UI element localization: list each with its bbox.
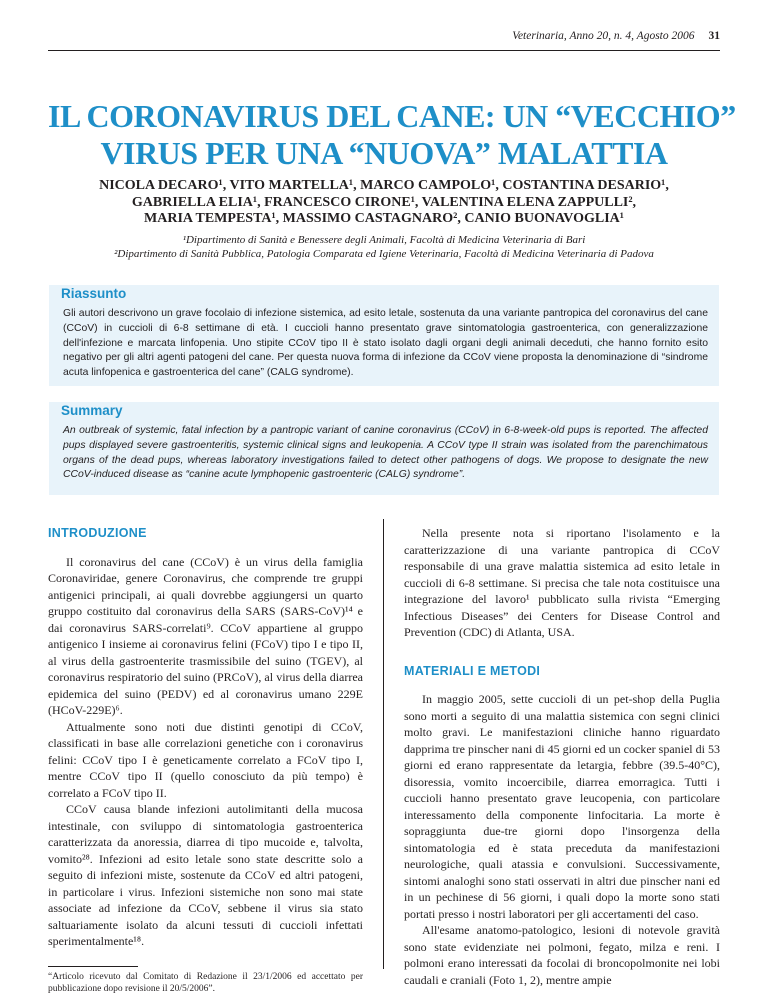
- affiliations: [48, 233, 720, 261]
- running-head: [0, 30, 720, 42]
- summary-text: An outbreak of systemic, fatal infection by a pantropic variant of canine coronavirus (CCoV) in 6-8-week-old pups is reported. The affected pups displayed severe gastroenteritis, systemic clinical signs and leukopenia. A CCoV type II strain was isolated from the parenchimatous organs of the dead pups, whereas laboratory investigations failed to detect other pathogens of dogs. We propose to designate the new CCoV-induced disease as “canine acute lymphopenic gastroenteric (CALG) syndrome”.: [63, 425, 708, 481]
- intro-note-paragraph: Nella presente nota si riportano l'isolamento e la caratterizzazione di una variante pantropica di CCoV responsabile di una grave malattia sistemica ad esito letale in cuccioli di 6-8 settimane. Si precisa che tale nota costituisce una integrazione del lavoro¹ pubblicato sulla rivista “Emerging Infectious Diseases” dei Centers for Disease Control and Prevention (CDC) di Atlanta, USA.: [404, 526, 720, 639]
- affiliation-2: ²Dipartimento di Sanità Pubblica, Patologia Comparata ed Igiene Veterinaria, Facoltà di Medicina Veterinaria di Padova: [114, 248, 654, 260]
- footnote: “Articolo ricevuto dal Comitato di Redazione il 23/1/2006 ed accettato per pubblicazione dopo revisione il 20/5/2006”.: [48, 971, 363, 994]
- authors-line-3: MARIA TEMPESTA¹, MASSIMO CASTAGNARO², CANIO BUONAVOGLIA¹: [144, 211, 624, 226]
- riassunto-box: [49, 285, 719, 386]
- introduzione-paragraph-3: CCoV causa blande infezioni autolimitanti della mucosa intestinale, con sviluppo di sintomatologia gastroenterica caratterizzata da anoressia, diarrea di tipo mucoide e, talvolta, vomito²⁸. Infezioni ad esito letale sono state descritte solo a seguito di infezioni miste, sostenute da CCoV ed altri patogeni, in particolare i virus. Infezioni sistemiche non sono mai state associate ad infezione da CCoV, sebbene il virus sia stato saltuariamente isolato da alcuni tessuti di cuccioli infettati sperimentalmente¹⁸.: [48, 802, 363, 948]
- introduzione-paragraph-2: Attualmente sono noti due distinti genotipi di CCoV, classificati in base alle correlazioni genetiche con i coronavirus felini: CCoV tipo I è geneticamente correlato a FCoV tipo I, mentre CCoV tipo II (quello conosciuto da più tempo) è correlato a FCoV tipo II.: [48, 719, 363, 800]
- authors-line-2: GABRIELLA ELIA¹, FRANCESCO CIRONE¹, VALENTINA ELENA ZAPPULLI²,: [131, 194, 637, 210]
- introduzione-heading: INTRODUZIONE: [48, 526, 147, 540]
- authors-line-1: NICOLA DECARO¹, VITO MARTELLA¹, MARCO CAMPOLO¹, COSTANTINA DESARIO¹,: [99, 178, 669, 193]
- materiali-paragraph-2: All'esame anatomo-patologico, lesioni di notevole gravità sono state evidenziate nei polmoni, fegato, milza e reni. I polmoni erano interessati da focolai di broncopolmonite nei lobi caudali e craniali (Foto 1, 2), mentre ampie: [404, 923, 720, 987]
- author-list: [48, 178, 720, 228]
- left-column: [48, 525, 363, 994]
- header-rule: [48, 50, 720, 51]
- footnote-rule: [48, 966, 138, 967]
- summary-box: [49, 402, 719, 495]
- materiali-heading: MATERIALI E METODI: [404, 663, 541, 678]
- summary-heading: Summary: [61, 403, 123, 418]
- column-divider: [383, 519, 384, 969]
- riassunto-text: Gli autori descrivono un grave focolaio di infezione sistemica, ad esito letale, sostenuta da una variante pantropica del coronavirus del cane (CCoV) in cuccioli di 6-8 settimane di età. I cuccioli hanno presentato grave sintomatologia gastroenterica, con generalizzazione dell'infezione e marcata linfopenia. Uno stipite CCoV tipo II è stato isolato dagli organi degli animali deceduti, che hanno fornito esito negativo per gli altri agenti patogeni del cane. Per questa nuova forma di infezione da CCoV viene proposta la denominazione di “sindrome acuta linfopenica e gastroenterica del cane” (CALG syndrome).: [63, 308, 708, 379]
- page-number: 31: [708, 30, 720, 42]
- right-column: [404, 525, 720, 988]
- journal-citation: Veterinaria, Anno 20, n. 4, Agosto 2006: [512, 30, 695, 42]
- introduzione-paragraph-1: Il coronavirus del cane (CCoV) è un virus della famiglia Coronaviridae, genere Coronavirus, che comprende tre gruppi antigenici principali, ai quali dovrebbe aggiungersi un quarto gruppo costituito dal coronavirus della SARS (SARS-CoV)¹⁴ e dai coronavirus SARS-correlati⁹. CCoV appartiene al gruppo antigenico I insieme ai coronavirus felini (FCoV) tipo I e tipo II, al virus della gastroenterite trasmissibile del suino (TGEV), al coronavirus respiratorio del suino (PRCoV), al virus della diarrea epidemica del suino (PEDV) ed al coronavirus umano 229E (HCoV-229E)⁶.: [48, 554, 363, 717]
- affiliation-1: ¹Dipartimento di Sanità e Benessere degli Animali, Facoltà di Medicina Veterinaria di Bari: [182, 234, 586, 246]
- title-line-2: VIRUS PER UNA “NUOVA” MALATTIA: [100, 135, 668, 171]
- materiali-paragraph-1: In maggio 2005, sette cuccioli di un pet-shop della Puglia sono morti a seguito di una malattia sistemica con segni clinici molto gravi. Le manifestazioni cliniche hanno riguardato dapprima tre pinscher nani di 45 giorni ed un cocker spaniel di 53 giorni ed erano rappresentate da letargia, febbre (39.5-40°C), disoressia, vomito incoercibile, diarrea emorragica. Tutti i cuccioli hanno presentato grave leucopenia, con particolare interessamento della componente linfocitaria. La morte è sopraggiunta due-tre giorni dopo l'insorgenza della sintomatologia ed è stata preceduta da manifestazioni neurologiche, quali atassia e convulsioni. Successivamente, sintomi analoghi sono stati osservati in altri due pinscher nani ed in un pechinese di 56 giorni, i quali dopo la morte sono stati portati presso i nostri laboratori per gli accertamenti del caso.: [404, 692, 720, 921]
- title-line-1: IL CORONAVIRUS DEL CANE: UN “VECCHIO”: [48, 98, 736, 134]
- article-title: [48, 98, 736, 172]
- riassunto-heading: Riassunto: [61, 286, 127, 301]
